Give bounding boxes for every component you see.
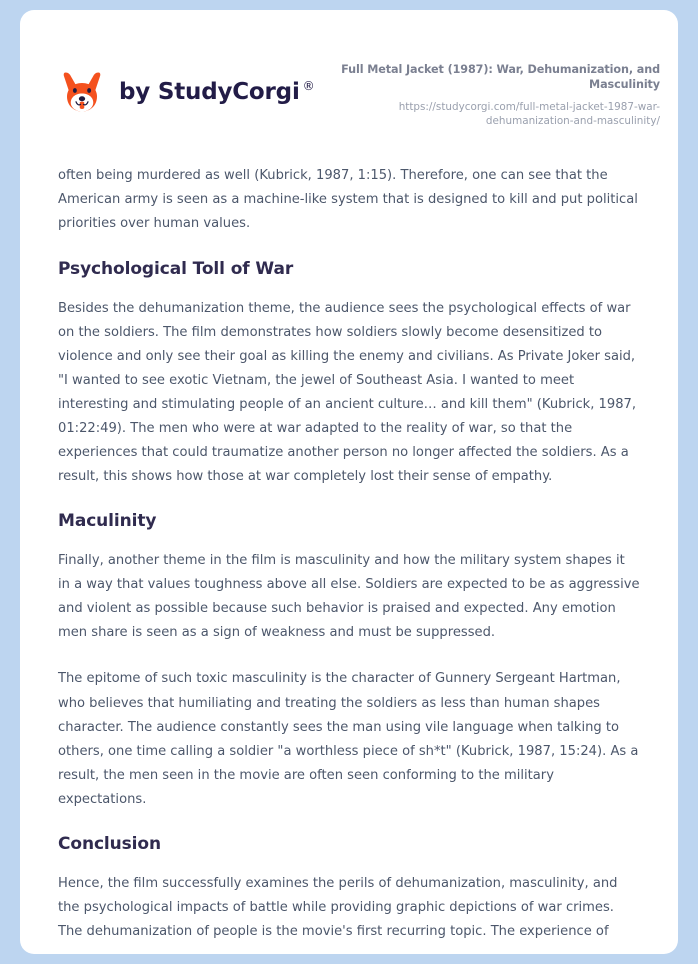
document-header [20, 10, 678, 128]
brand-wordmark-text: by StudyCorgi [119, 79, 300, 105]
document-page [20, 10, 678, 954]
document-title: Full Metal Jacket (1987): War, Dehumanization, and Masculinity [341, 63, 660, 92]
section-masculinity [58, 511, 640, 812]
brand-logo-block [58, 62, 314, 116]
brand-wordmark [119, 79, 314, 105]
section-paragraph: Finally, another theme in the film is masculinity and how the military system shapes it in a way that values toughness above all else. Soldiers are expected to be as aggressive and violent as possible because such behavior is praised and expected. Any emotion men share is seen as a sign of weakness and must be suppressed. [58, 553, 640, 641]
intro-paragraph: often being murdered as well (Kubrick, 1987, 1:15). Therefore, one can see that the American army is seen as a machine-like system that is designed to kill and put political priorities over human values. [58, 168, 638, 232]
section-heading: Maculinity [58, 511, 157, 532]
document-body [20, 164, 678, 944]
section-paragraph: Hence, the film successfully examines the perils of dehumanization, masculinity, and the psychological impacts of battle while providing graphic depictions of war crimes. The dehumanization of people is the movie's first recurring topic. The experience of [58, 875, 618, 940]
section-paragraph: Besides the dehumanization theme, the audience sees the psychological effects of war on the soldiers. The film demonstrates how soldiers slowly become desensitized to violence and only see their goal as killing the enemy and civilians. As Private Joker said, "I wanted to see exotic Vietnam, the jewel of Southeast Asia. I wanted to meet interesting and stimulating people of an ancient culture… and kill them" (Kubrick, 1987, 01:22:49). The men who were at war adapted to the reality of war, so that the experiences that could traumatize another person no longer affected the soldiers. As a result, this shows how those at war completely lost their sense of empathy. [58, 300, 637, 485]
section-paragraph: The epitome of such toxic masculinity is the character of Gunnery Sergeant Hartman, who believes that humiliating and treating the soldiers as less than human shapes character. The audience constantly sees the man using vile language when talking to others, one time calling a soldier "a worthless piece of sh*t" (Kubrick, 1987, 15:24). As a result, the men seen in the movie are often seen conforming to the military expectations. [58, 671, 639, 807]
section-heading: Psychological Toll of War [58, 258, 294, 279]
section-psychological-toll [58, 259, 640, 490]
section-conclusion [58, 834, 640, 944]
registered-trademark-icon: ® [302, 79, 315, 93]
section-heading: Conclusion [58, 833, 161, 854]
corgi-face-icon [58, 68, 106, 116]
document-meta [334, 62, 660, 128]
document-source-url: https://studycorgi.com/full-metal-jacket-1987-war-dehumanization-and-masculinity/ [398, 101, 660, 128]
